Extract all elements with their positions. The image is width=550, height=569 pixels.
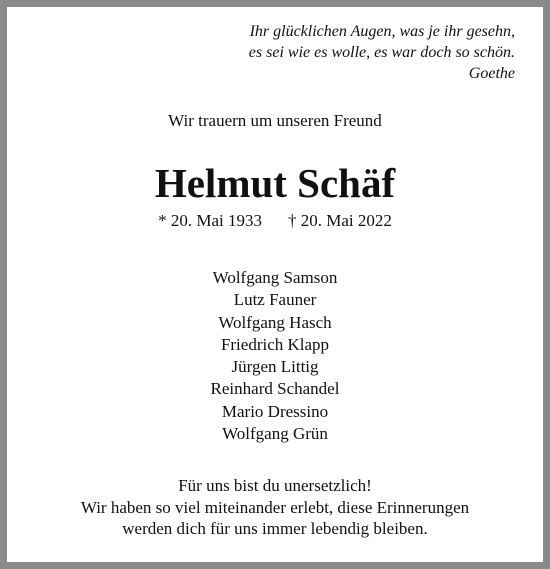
deceased-name: Helmut Schäf: [154, 160, 396, 206]
closing-line: werden dich für uns immer lebendig bleiben.: [122, 519, 428, 538]
quote-line: es sei wie es wolle, es war doch so schön.: [248, 44, 515, 61]
intro-text: Wir trauern um unseren Freund: [168, 111, 382, 130]
signer-name: Jürgen Littig: [231, 357, 319, 377]
signer-name: Wolfgang Hasch: [218, 312, 332, 332]
signer-name: Reinhard Schandel: [210, 379, 340, 399]
signer-name: Wolfgang Samson: [212, 268, 338, 287]
signer-name: Friedrich Klapp: [220, 334, 330, 354]
death-date: † 20. Mai 2022: [288, 211, 392, 230]
closing-line: Wir haben so viel miteinander erlebt, diese Erinnerungen: [80, 497, 470, 517]
closing-line: Für uns bist du unersetzlich!: [178, 476, 372, 495]
signer-name: Wolfgang Grün: [222, 424, 328, 444]
quote-author: Goethe: [468, 65, 515, 82]
closing-text: [7, 475, 543, 540]
signer-name: Lutz Fauner: [233, 290, 317, 310]
signer-name: Mario Dressino: [221, 401, 329, 421]
quote-line: Ihr glücklichen Augen, was je ihr gesehn,: [249, 23, 515, 40]
life-dates: [7, 211, 543, 231]
signer-list: [7, 267, 543, 445]
quote-block: [249, 21, 515, 84]
birth-date: * 20. Mai 1933: [158, 211, 262, 230]
